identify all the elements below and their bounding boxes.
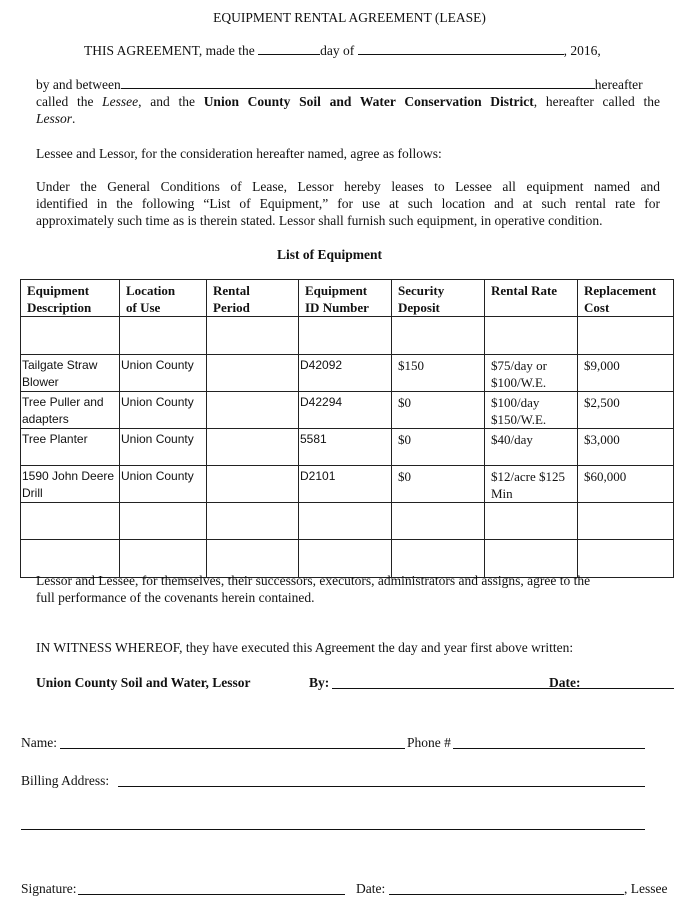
general-conditions-line-3: approximately such time as is therein stated. Lessor shall furnish such equipment, in operative condition.: [36, 213, 603, 228]
header-rental-rate: Rental Rate: [485, 280, 578, 317]
cell-location: [120, 317, 207, 355]
witness-paragraph: IN WITNESS WHEREOF, they have executed this Agreement the day and year first above written:: [36, 640, 574, 655]
header-location: Location of Use: [120, 280, 207, 317]
billing-address-field-2[interactable]: [21, 829, 645, 830]
cell-description: [21, 540, 120, 578]
cell-location: Union County: [120, 429, 207, 466]
successors-line-1: Lessor and Lessee, for themselves, their successors, executors, administrators and assigns, agree to the: [36, 573, 591, 588]
table-row: [21, 466, 674, 503]
cell-security-deposit: $0: [392, 392, 485, 429]
cell-location: [120, 503, 207, 540]
cell-equipment-id: [299, 540, 392, 578]
cell-replacement-cost: $3,000: [578, 429, 674, 466]
cell-location: Union County: [120, 392, 207, 429]
cell-replacement-cost: [578, 540, 674, 578]
cell-rental-rate: [485, 503, 578, 540]
table-row: [21, 503, 674, 540]
cell-security-deposit: [392, 540, 485, 578]
lessee-name-field[interactable]: [121, 77, 595, 89]
cell-location: Union County: [120, 466, 207, 503]
lessor-by-line[interactable]: [332, 688, 674, 689]
cell-rental-period: [207, 540, 299, 578]
cell-replacement-cost: [578, 503, 674, 540]
list-of-equipment-heading: List of Equipment: [277, 247, 383, 262]
header-rental-period: Rental Period: [207, 280, 299, 317]
lessee-suffix-label: , Lessee: [624, 881, 668, 896]
cell-rental-period: [207, 392, 299, 429]
signature-field[interactable]: [78, 894, 345, 895]
cell-security-deposit: $0: [392, 429, 485, 466]
general-conditions-line-2: identified in the following “List of Equipment,” for use at such location and at such rental rate for: [36, 196, 660, 211]
cell-security-deposit: $150: [392, 355, 485, 392]
equipment-table: [20, 279, 674, 578]
cell-rental-rate: [485, 317, 578, 355]
lessee-term: Lessee: [102, 94, 139, 109]
header-equipment-id: Equipment ID Number: [299, 280, 392, 317]
name-label: Name:: [21, 735, 57, 750]
cell-equipment-id: 5581: [299, 429, 392, 466]
day-field[interactable]: [258, 43, 320, 55]
cell-replacement-cost: $2,500: [578, 392, 674, 429]
cell-equipment-id: [299, 317, 392, 355]
cell-rental-period: [207, 466, 299, 503]
signature-label: Signature:: [21, 881, 77, 896]
table-header-row: [21, 280, 674, 317]
cell-rental-rate: $75/day or $100/W.E.: [485, 355, 578, 392]
signature-date-label: Date:: [356, 881, 386, 896]
cell-description: [21, 317, 120, 355]
cell-rental-rate: $100/day $150/W.E.: [485, 392, 578, 429]
by-and-between-text: by and between: [36, 77, 121, 92]
header-replacement-cost: Replacement Cost: [578, 280, 674, 317]
cell-equipment-id: [299, 503, 392, 540]
billing-address-label: Billing Address:: [21, 773, 110, 788]
and-the-text: , and the: [138, 94, 195, 109]
agreement-date-line: [84, 43, 601, 59]
cell-description: Tree Puller and adapters: [21, 392, 120, 429]
period-text: .: [72, 111, 76, 126]
signature-date-field[interactable]: [389, 894, 624, 895]
table-row: [21, 429, 674, 466]
cell-equipment-id: D2101: [299, 466, 392, 503]
lessor-signature-name: Union County Soil and Water, Lessor: [36, 675, 251, 690]
header-security-deposit: Security Deposit: [392, 280, 485, 317]
successors-line-2: full performance of the covenants herein contained.: [36, 590, 315, 605]
cell-description: [21, 503, 120, 540]
cell-rental-period: [207, 317, 299, 355]
table-row: [21, 355, 674, 392]
month-field[interactable]: [358, 43, 564, 55]
lessor-date-label: Date:: [549, 675, 581, 690]
document-title: EQUIPMENT RENTAL AGREEMENT (LEASE): [213, 10, 486, 25]
table-row: [21, 392, 674, 429]
cell-rental-period: [207, 355, 299, 392]
name-field[interactable]: [60, 748, 645, 749]
district-name: Union County Soil and Water Conservation District: [203, 94, 534, 109]
table-row: [21, 317, 674, 355]
hereafter-called-text: , hereafter called the: [533, 94, 660, 109]
cell-security-deposit: [392, 317, 485, 355]
cell-equipment-id: D42294: [299, 392, 392, 429]
lessor-line: [36, 111, 75, 127]
cell-description: Tailgate Straw Blower: [21, 355, 120, 392]
cell-rental-rate: [485, 540, 578, 578]
cell-replacement-cost: $60,000: [578, 466, 674, 503]
cell-equipment-id: D42092: [299, 355, 392, 392]
general-conditions-line-1: Under the General Conditions of Lease, Lessor hereby leases to Lessee all equipment named and: [36, 179, 660, 194]
cell-location: [120, 540, 207, 578]
lessor-by-label: By:: [309, 675, 330, 690]
phone-label: Phone #: [407, 735, 451, 750]
lessor-term: Lessor: [36, 111, 73, 126]
cell-rental-period: [207, 429, 299, 466]
hereafter-text: hereafter: [594, 77, 643, 92]
parties-line: [36, 94, 660, 110]
header-equipment-description: Equipment Description: [21, 280, 120, 317]
cell-replacement-cost: [578, 317, 674, 355]
cell-rental-period: [207, 503, 299, 540]
cell-description: 1590 John Deere Drill: [21, 466, 120, 503]
day-of-text: day of: [320, 43, 355, 58]
called-the-text: called the: [36, 94, 94, 109]
cell-description: Tree Planter: [21, 429, 120, 466]
table-row: [21, 540, 674, 578]
consideration-paragraph: Lessee and Lessor, for the consideration hereafter named, agree as follows:: [36, 146, 442, 161]
by-and-between-line: [36, 77, 643, 93]
cell-security-deposit: $0: [392, 466, 485, 503]
billing-address-field[interactable]: [118, 786, 645, 787]
year-text: , 2016,: [563, 43, 601, 58]
cell-security-deposit: [392, 503, 485, 540]
cell-replacement-cost: $9,000: [578, 355, 674, 392]
cell-location: Union County: [120, 355, 207, 392]
this-agreement-text: THIS AGREEMENT, made the: [84, 43, 255, 58]
cell-rental-rate: $12/acre $125 Min: [485, 466, 578, 503]
cell-rental-rate: $40/day: [485, 429, 578, 466]
